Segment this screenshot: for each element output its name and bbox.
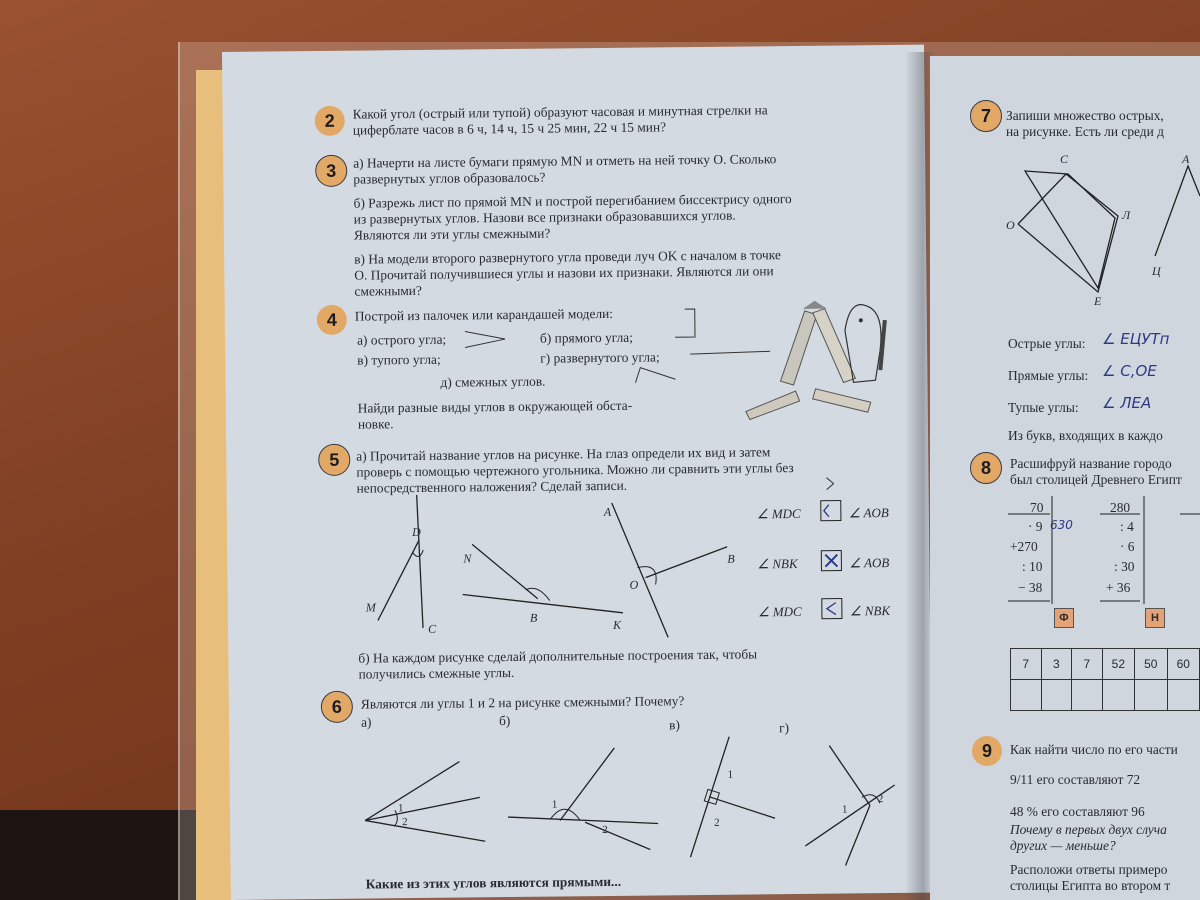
- task7-row-acute-answer: ∠ ЕЦУТп: [1102, 330, 1170, 348]
- task4-item-d: д) смежных углов.: [440, 373, 546, 390]
- grid-empty-cell[interactable]: [1102, 680, 1134, 711]
- task6-part-v: в): [668, 717, 680, 733]
- task7-row-right-label: Прямые углы:: [1008, 368, 1089, 383]
- grid-cell: 7: [1072, 649, 1103, 680]
- task8-col1-row5: − 38: [1018, 580, 1043, 595]
- task6-part-g: г): [779, 720, 790, 736]
- grid-empty-cell[interactable]: [1072, 680, 1103, 711]
- task7-line1: Запиши множество острых,: [1006, 108, 1164, 123]
- task8-col2-row5: + 36: [1106, 580, 1131, 595]
- task9-italic2: других — меньше?: [1010, 838, 1116, 853]
- task3c-line1: в) На модели второго развернутого угла проведи луч OK с началом в точке: [354, 247, 781, 267]
- grid-cell: 60: [1167, 649, 1200, 680]
- task5b-line1: б) На каждом рисунке сделай дополнительные построения так, чтобы: [358, 646, 758, 666]
- task7-row-right-answer: ∠ С,ОЕ: [1102, 362, 1157, 380]
- task8-line2: был столицей Древнего Египт: [1010, 472, 1182, 487]
- task5a-line3: непосредственного наложения? Сделай записи.: [356, 477, 628, 496]
- task7-row-acute-label: Острые углы:: [1008, 336, 1086, 351]
- task7-point-E: E: [1094, 294, 1102, 308]
- task6-angle-figures: [222, 45, 931, 892]
- task7-tail: Из букв, входящих в каждо: [1008, 428, 1163, 443]
- label-D: D: [411, 524, 421, 540]
- task3b-line1: б) Разрежь лист по прямой MN и построй перегибанием биссектрису одного: [353, 191, 792, 211]
- task8-col1-row3: +270: [1010, 539, 1038, 554]
- task3c-line2: O. Прочитай получившиеся углы и назови их признаки. Являются ли они: [354, 263, 774, 283]
- task-number-2: 2: [315, 106, 345, 136]
- label-K: K: [612, 617, 622, 632]
- task8-col1-note: 630: [1050, 518, 1073, 532]
- label-N: N: [463, 551, 472, 566]
- task8-grid-letters-row: [1011, 680, 1200, 711]
- task8-col2-row4: : 30: [1114, 559, 1135, 574]
- label-A: A: [603, 504, 612, 520]
- task8-answer-grid: [1010, 648, 1200, 711]
- angle6g-label-1: 1: [841, 803, 848, 816]
- task4-item-v: в) тупого угла;: [357, 351, 441, 368]
- task6-bottom-line: Какие из этих углов являются прямыми...: [365, 873, 622, 892]
- compare2-left: ∠ NBK: [757, 556, 798, 572]
- compare3-right: ∠ NBK: [849, 603, 891, 619]
- angle6b-label-2: 2: [602, 824, 608, 837]
- task4-footer-line1: Найди разные виды углов в окружающей обста-: [357, 397, 633, 416]
- angle6g-label-2: 2: [877, 793, 884, 806]
- grid-empty-cell[interactable]: [1167, 680, 1200, 711]
- compare2-right: ∠ AOB: [849, 555, 890, 571]
- task7-point-A: A: [1182, 152, 1190, 166]
- compare1-right: ∠ AOB: [848, 505, 889, 521]
- task4-intro: Построй из палочек или карандашей модели:: [354, 305, 614, 324]
- grid-cell: 50: [1135, 649, 1167, 680]
- task7-point-L: Л: [1122, 208, 1131, 222]
- compare1-left: ∠ MDC: [756, 505, 801, 522]
- task-number-9: 9: [972, 736, 1002, 766]
- task8-line1: Расшифруй название городо: [1010, 456, 1172, 471]
- task3b-line2: из развернутых углов. Назови все признаки образовавшихся углов.: [353, 207, 736, 227]
- task8-col2-row2: : 4: [1120, 519, 1134, 534]
- task7-row-obtuse-label: Тупые углы:: [1008, 400, 1079, 415]
- task3a-line1: а) Начерти на листе бумаги прямую MN и отметь на ней точку O. Сколько: [353, 151, 777, 171]
- angle6b-label-1: 1: [551, 798, 558, 811]
- task6-question: Являются ли углы 1 и 2 на рисунке смежными? Почему?: [360, 693, 685, 712]
- grid-empty-cell[interactable]: [1011, 680, 1042, 711]
- task-number-3: 3: [315, 155, 347, 187]
- grid-empty-cell[interactable]: [1041, 680, 1072, 711]
- grid-cell: 7: [1011, 649, 1042, 680]
- task-number-4: 4: [317, 305, 347, 335]
- task9-item1: 9/11 его составляют 72: [1010, 772, 1141, 787]
- task7-line2: на рисунке. Есть ли среди д: [1006, 124, 1164, 139]
- task8-col1-row4: : 10: [1022, 559, 1043, 574]
- angle6a-label-2: 2: [402, 816, 408, 829]
- task8-column-rules: [930, 56, 1200, 656]
- grid-empty-cell[interactable]: [1135, 680, 1167, 711]
- task5b-line2: получились смежные углы.: [358, 664, 515, 682]
- label-B: B: [529, 610, 538, 625]
- task3c-line3: смежными?: [354, 282, 422, 299]
- task9-item2: 48 % его составляют 96: [1010, 804, 1145, 819]
- task8-col1-letter: Ф: [1054, 608, 1074, 628]
- task9-italic1: Почему в первых двух случа: [1010, 822, 1167, 837]
- label-O: O: [629, 577, 639, 592]
- task-number-7: 7: [970, 100, 1002, 132]
- task6-part-a: а): [360, 714, 372, 730]
- right-page: [930, 56, 1200, 900]
- task2-line1: Какой угол (острый или тупой) образуют часовая и минутная стрелки на: [352, 102, 768, 122]
- task-number-8: 8: [970, 452, 1002, 484]
- angle6v-label-2: 2: [714, 816, 720, 829]
- task4-item-a: а) острого угла;: [356, 331, 447, 348]
- task8-col1-row1: 70: [1030, 500, 1044, 515]
- task8-col2-letter: Н: [1145, 608, 1165, 628]
- task7-point-O: O: [1006, 218, 1015, 232]
- task8-col1-row2: · 9: [1028, 519, 1043, 534]
- angle6v-label-1: 1: [727, 768, 734, 781]
- label-M: M: [365, 600, 376, 615]
- task9-question: Как найти число по его части: [1010, 742, 1178, 757]
- task3a-line2: развернутых углов образовалось?: [353, 169, 546, 187]
- grid-cell: 3: [1041, 649, 1072, 680]
- task5a-line1: а) Прочитай название углов на рисунке. На глаз определи их вид и затем: [356, 444, 771, 464]
- task8-col2-row1: 280: [1110, 500, 1131, 515]
- left-page: [222, 45, 933, 900]
- task8-col2-row3: · 6: [1120, 539, 1135, 554]
- task3b-line3: Являются ли эти углы смежными?: [353, 225, 551, 243]
- grid-cell: 52: [1102, 649, 1134, 680]
- task7-point-C: C: [1060, 152, 1069, 166]
- task6-part-b: б): [498, 713, 511, 729]
- task7-point-Ts: Ц: [1152, 264, 1161, 278]
- task5a-line2: проверь с помощью чертежного угольника. Можно ли сравнить эти углы без: [356, 460, 794, 480]
- task-number-5: 5: [318, 444, 350, 476]
- task8-grid-numbers-row: [1011, 649, 1200, 680]
- task7-row-obtuse-answer: ∠ ЛЕА: [1102, 394, 1152, 412]
- task4-item-g: г) развернутого угла;: [540, 349, 660, 366]
- label-B-second: B: [727, 551, 735, 566]
- label-C: C: [427, 621, 437, 636]
- task-number-6: 6: [321, 691, 353, 723]
- task2-line2: циферблате часов в 6 ч, 14 ч, 15 ч 25 мин, 22 ч 15 мин?: [352, 119, 667, 138]
- compare3-left: ∠ MDC: [757, 603, 802, 620]
- task9-tail2: столицы Египта во втором т: [1010, 878, 1171, 893]
- angle6a-label-1: 1: [397, 802, 404, 815]
- task4-item-b: б) прямого угла;: [539, 329, 633, 346]
- task9-tail1: Расположи ответы примеро: [1010, 862, 1168, 877]
- task4-footer-line2: новке.: [357, 416, 394, 432]
